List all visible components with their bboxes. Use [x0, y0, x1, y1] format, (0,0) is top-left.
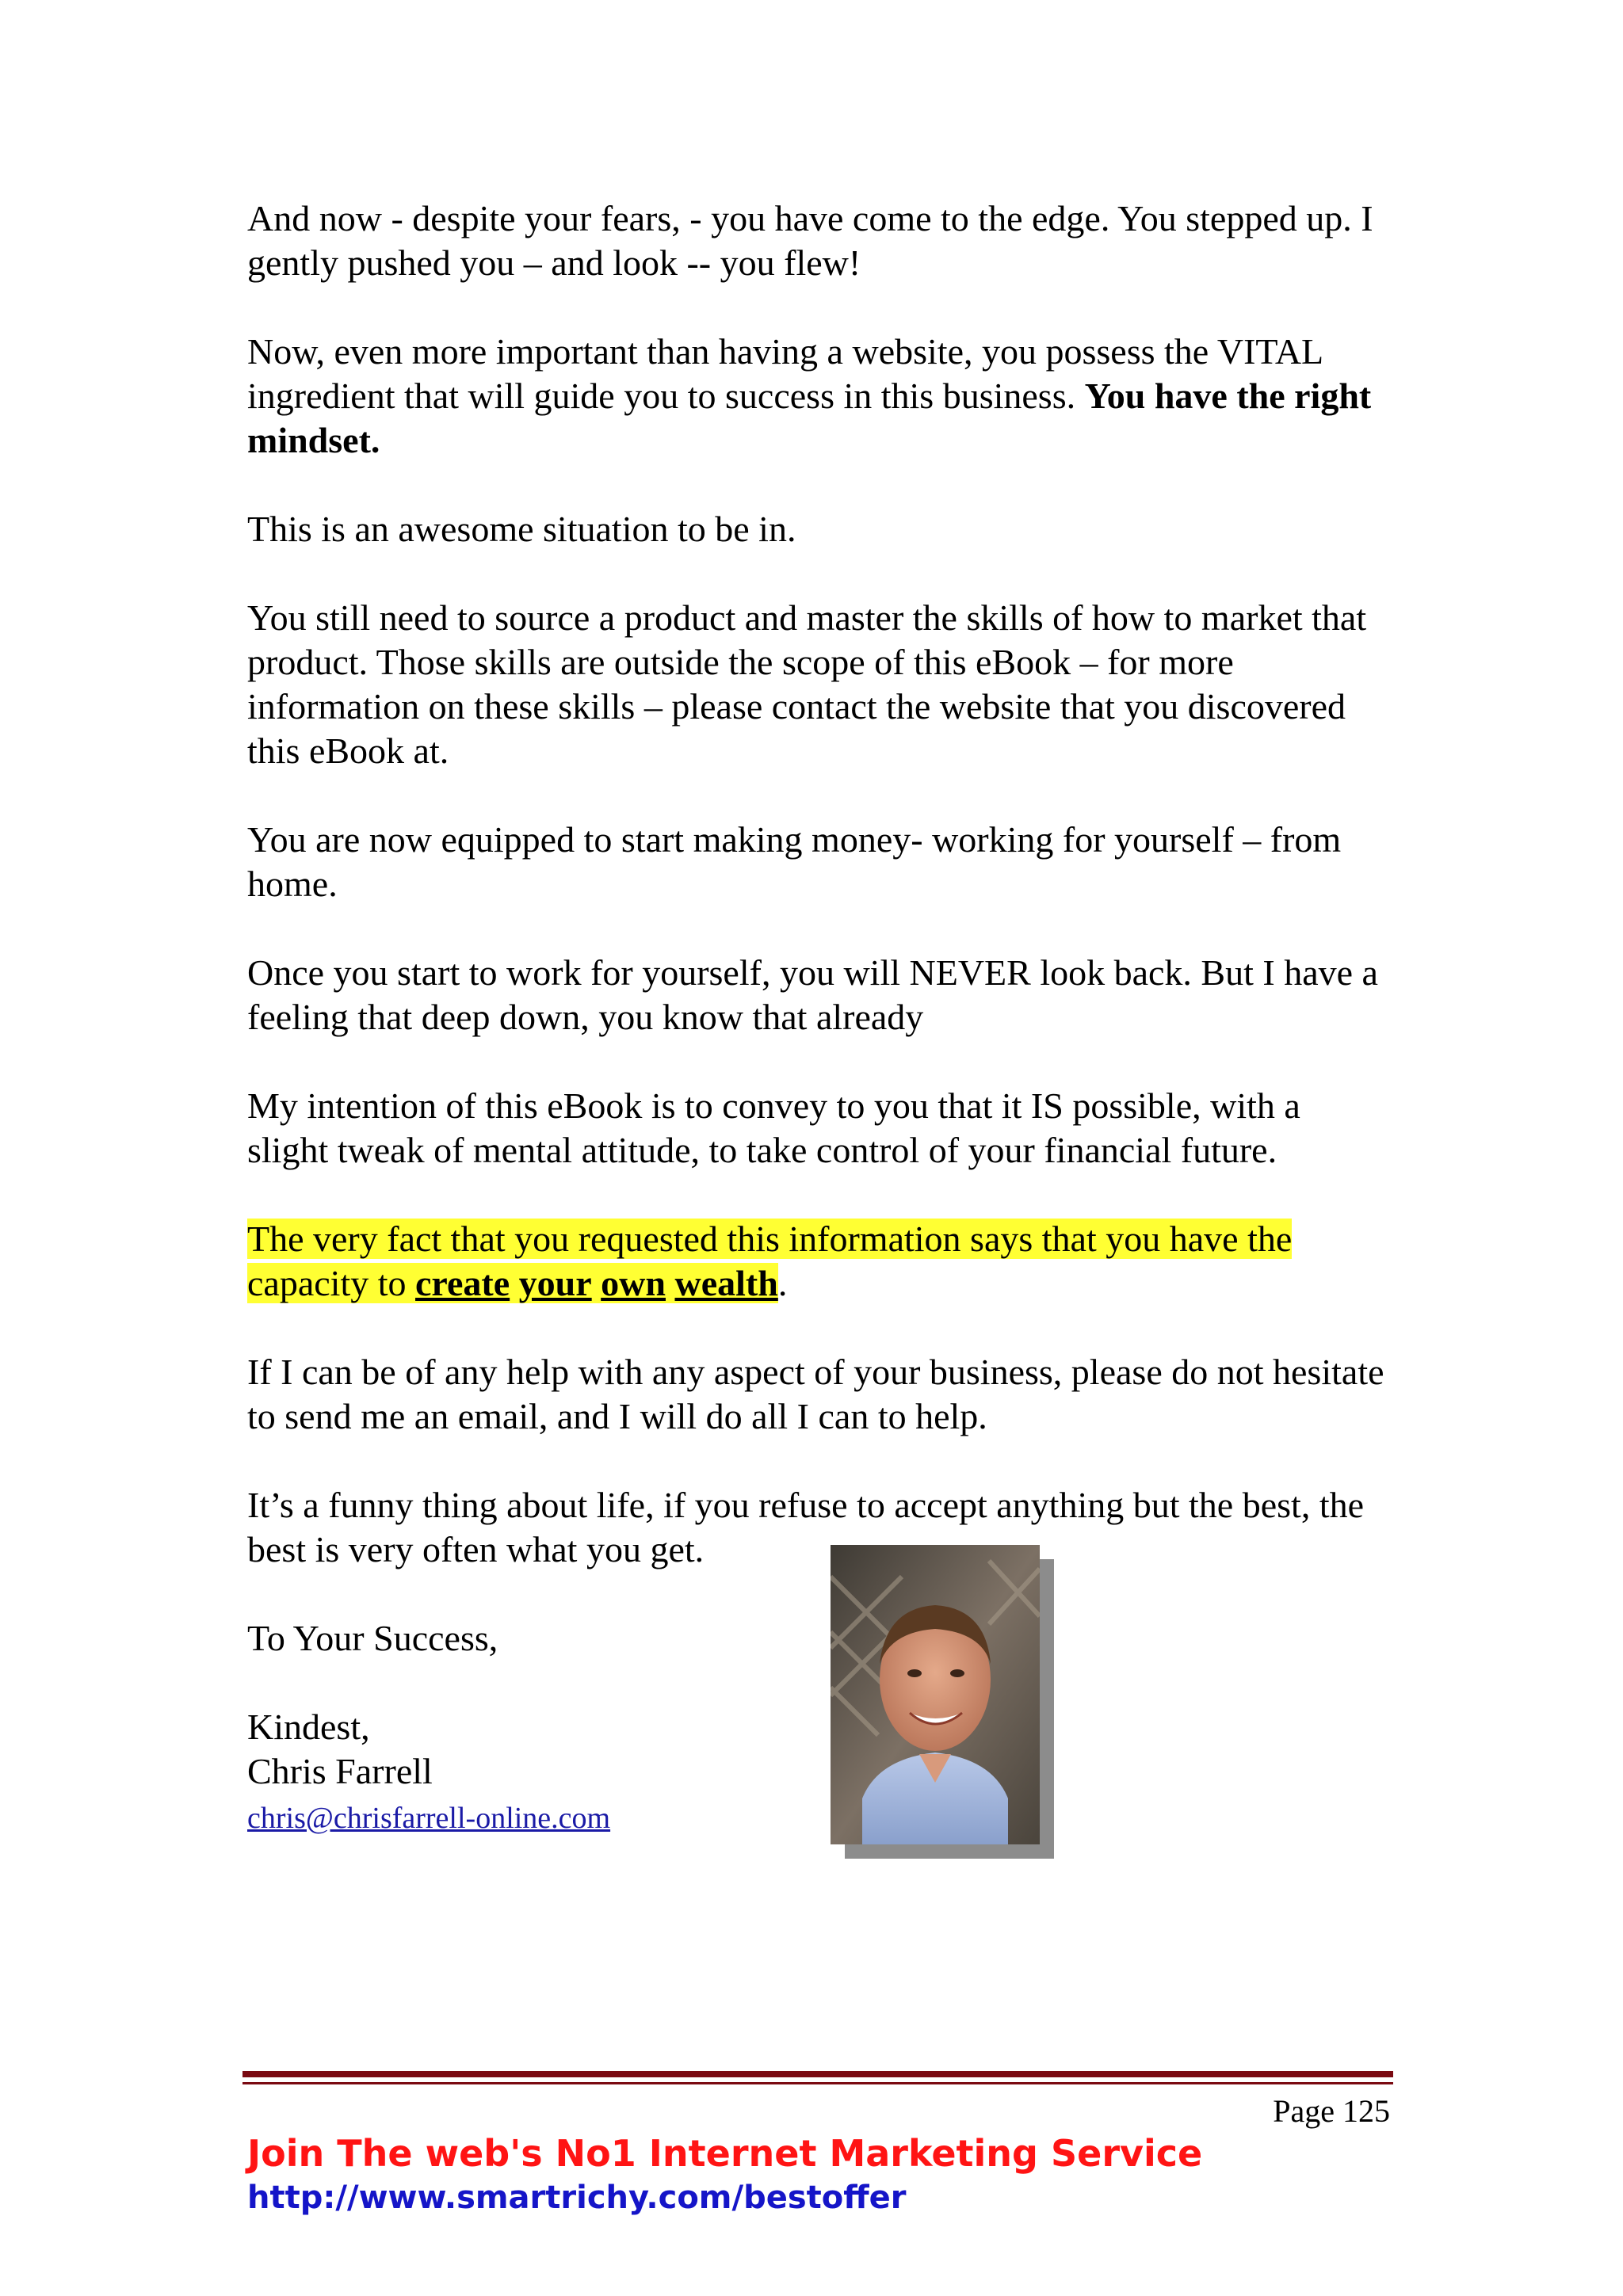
- highlighted-text: [247, 1219, 1292, 1303]
- paragraph-equipped: You are now equipped to start making money- working for yourself – from home.: [247, 819, 1342, 904]
- paragraph-mindset: [247, 330, 1388, 463]
- wealth-word-your: your: [518, 1263, 592, 1303]
- wealth-word-wealth: wealth: [674, 1263, 778, 1303]
- paragraph-intention: My intention of this eBook is to convey to you that it IS possible, with a slight tweak of mental attitude, to take control of your financial future.: [247, 1085, 1300, 1170]
- mindset-emphasis: You have the right mindset.: [247, 376, 1372, 460]
- promo-title: Join The web's No1 Internet Marketing Service: [247, 2132, 1203, 2175]
- paragraph-skills: You still need to source a product and master the skills of how to market that product. Those skills are outside the scope of this eBook – for more information on these skills – please contact the website that you discovered this eBook at.: [247, 597, 1367, 771]
- footer-rule-thin: [242, 2082, 1393, 2084]
- author-name: Chris Farrell: [247, 1751, 433, 1791]
- wealth-word-create: create: [415, 1263, 510, 1303]
- salutation: To Your Success,: [247, 1618, 498, 1658]
- highlighted-lead: The very fact that you requested this information says that you have the capacity to: [247, 1219, 1293, 1303]
- paragraph-edge: And now - despite your fears, - you have come to the edge. You stepped up. I gently pushed you – and look -- you flew!: [247, 198, 1373, 283]
- page-number: Page 125: [1273, 2093, 1390, 2129]
- paragraph-help-offer: If I can be of any help with any aspect of your business, please do not hesitate to send me an email, and I will do all I can to help.: [247, 1352, 1384, 1436]
- paragraph-funny-thing: It’s a funny thing about life, if you refuse to accept anything but the best, the best is very often what you get.: [247, 1485, 1365, 1569]
- highlighted-end: .: [777, 1263, 788, 1303]
- paragraph-never-look-back: Once you start to work for yourself, you will NEVER look back. But I have a feeling that deep down, you know that already: [247, 952, 1378, 1037]
- paragraph-highlighted: [247, 1217, 1388, 1306]
- paragraph-awesome: This is an awesome situation to be in.: [247, 509, 796, 549]
- author-email-link[interactable]: chris@chrisfarrell-online.com: [247, 1802, 611, 1835]
- author-portrait-image: [831, 1545, 1040, 1844]
- wealth-word-own: own: [601, 1263, 666, 1303]
- promo-url-link[interactable]: http://www.smartrichy.com/bestoffer: [247, 2180, 907, 2216]
- author-photo: [831, 1545, 1040, 1844]
- signoff: Kindest,: [247, 1707, 370, 1747]
- paragraph-mindset-text: Now, even more important than having a website, you possess the VITAL ingredient that will guide you to success in this business.: [247, 331, 1323, 416]
- page-body: [247, 196, 1388, 1838]
- footer-rule-thick: [242, 2071, 1393, 2077]
